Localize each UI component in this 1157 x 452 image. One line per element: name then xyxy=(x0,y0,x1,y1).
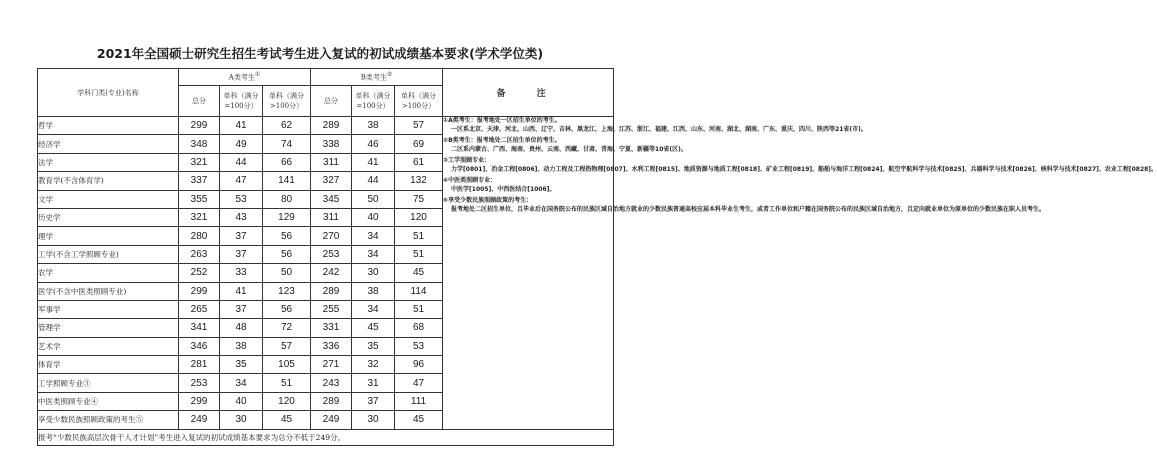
a-single2-cell: 56 xyxy=(263,245,311,263)
b-single2-cell: 69 xyxy=(395,135,443,153)
b-single2-cell: 57 xyxy=(395,117,443,135)
b-total-cell: 249 xyxy=(311,411,352,429)
subject-name: 文学 xyxy=(38,190,179,208)
a-total-cell: 280 xyxy=(179,227,220,245)
a-single2-cell: 123 xyxy=(263,282,311,300)
b-single1-cell: 30 xyxy=(352,411,395,429)
subject-name: 理学 xyxy=(38,227,179,245)
b-group-mark: ② xyxy=(386,71,393,79)
note-body: 一区系北京、天津、河北、山西、辽宁、吉林、黑龙江、上海、江苏、浙江、福建、江西、山东、河南、湖北、湖南、广东、重庆、四川、陕西等21省(市)。 xyxy=(451,125,867,133)
b-single1-cell: 37 xyxy=(352,392,395,410)
notes-header-label: 备 注 xyxy=(496,89,560,99)
a-single2-label: 单科（满分>100分） xyxy=(269,92,304,110)
subject-name: 哲学 xyxy=(38,117,179,135)
note-lead: ①A类考生：报考地处一区招生单位的考生。 xyxy=(443,117,561,124)
subject-name: 法学 xyxy=(38,153,179,171)
a-single2-cell: 120 xyxy=(263,392,311,410)
subject-name: 体育学 xyxy=(38,356,179,374)
b-single1-cell: 45 xyxy=(352,319,395,337)
a-total-cell: 263 xyxy=(179,245,220,263)
a-single2-cell: 74 xyxy=(263,135,311,153)
a-single1-header xyxy=(220,86,263,117)
a-total-cell: 346 xyxy=(179,337,220,355)
a-single1-cell: 53 xyxy=(220,190,263,208)
a-single1-cell: 34 xyxy=(220,374,263,392)
b-single2-cell: 68 xyxy=(395,319,443,337)
subject-name: 工学照顾专业③ xyxy=(38,374,179,392)
a-total-cell: 252 xyxy=(179,264,220,282)
b-group-header xyxy=(311,69,443,86)
b-single2-cell: 45 xyxy=(395,411,443,429)
a-single2-cell: 57 xyxy=(263,337,311,355)
b-single1-cell: 31 xyxy=(352,374,395,392)
subject-name: 历史学 xyxy=(38,208,179,226)
a-total-cell: 348 xyxy=(179,135,220,153)
b-total-cell: 271 xyxy=(311,356,352,374)
b-single2-cell: 120 xyxy=(395,208,443,226)
b-single1-cell: 34 xyxy=(352,227,395,245)
b-single2-cell: 61 xyxy=(395,153,443,171)
a-total-cell: 253 xyxy=(179,374,220,392)
b-total-cell: 338 xyxy=(311,135,352,153)
subject-name: 教育学(不含体育学) xyxy=(38,172,179,190)
b-single1-cell: 41 xyxy=(352,153,395,171)
notes-header xyxy=(443,69,614,117)
b-total-cell: 327 xyxy=(311,172,352,190)
a-single1-cell: 40 xyxy=(220,392,263,410)
a-total-cell: 341 xyxy=(179,319,220,337)
a-single2-cell: 80 xyxy=(263,190,311,208)
b-total-cell: 345 xyxy=(311,190,352,208)
note-item xyxy=(443,137,687,154)
b-total-cell: 253 xyxy=(311,245,352,263)
page-title: 2021年全国硕士研究生招生考试考生进入复试的初试成绩基本要求(学术学位类) xyxy=(96,46,544,61)
category-header: 学科门类(专业)名称 xyxy=(38,69,179,117)
a-single1-cell: 49 xyxy=(220,135,263,153)
a-single1-cell: 41 xyxy=(220,117,263,135)
a-single1-cell: 33 xyxy=(220,264,263,282)
a-group-header xyxy=(179,69,311,86)
note-item xyxy=(443,197,1046,214)
a-total-cell: 321 xyxy=(179,208,220,226)
b-total-cell: 289 xyxy=(311,282,352,300)
b-total-cell: 289 xyxy=(311,392,352,410)
a-single1-label: 单科（满分=100分） xyxy=(223,92,259,110)
a-single1-cell: 37 xyxy=(220,300,263,318)
b-single2-label: 单科（满分>100分） xyxy=(401,92,437,110)
a-total-cell: 337 xyxy=(179,172,220,190)
note-lead: ⑤享受少数民族照顾政策的考生： xyxy=(443,197,533,204)
b-single2-cell: 114 xyxy=(395,282,443,300)
a-total-cell: 265 xyxy=(179,300,220,318)
b-single2-cell: 96 xyxy=(395,356,443,374)
subject-name: 农学 xyxy=(38,264,179,282)
a-total-cell: 299 xyxy=(179,117,220,135)
note-body: 二区系内蒙古、广西、海南、贵州、云南、西藏、甘肃、青海、宁夏、新疆等10省(区)。 xyxy=(451,145,687,153)
a-group-mark: ① xyxy=(254,71,261,79)
b-group-label: B类考生 xyxy=(360,73,387,82)
b-total-cell: 289 xyxy=(311,117,352,135)
a-single1-cell: 41 xyxy=(220,282,263,300)
subject-name: 管理学 xyxy=(38,319,179,337)
score-table xyxy=(37,68,1157,446)
a-single2-cell: 62 xyxy=(263,117,311,135)
a-single2-cell: 105 xyxy=(263,356,311,374)
b-total-cell: 331 xyxy=(311,319,352,337)
a-single2-cell: 66 xyxy=(263,153,311,171)
b-single2-cell: 51 xyxy=(395,300,443,318)
a-single1-cell: 44 xyxy=(220,153,263,171)
note-body: 中医学[1005]、中西医结合[1006]。 xyxy=(451,185,556,193)
b-total-cell: 243 xyxy=(311,374,352,392)
b-total-cell: 242 xyxy=(311,264,352,282)
a-single1-cell: 35 xyxy=(220,356,263,374)
b-total-cell: 255 xyxy=(311,300,352,318)
note-item xyxy=(443,117,867,134)
a-single2-cell: 51 xyxy=(263,374,311,392)
a-total-cell: 299 xyxy=(179,392,220,410)
table-body xyxy=(38,117,1157,430)
notes-cell xyxy=(443,117,1157,430)
b-single1-cell: 34 xyxy=(352,300,395,318)
note-item xyxy=(443,157,1157,174)
table-footnote: 报考“少数民族高层次骨干人才计划”考生进入复试的初试成绩基本要求为总分不低于249分。 xyxy=(38,429,614,445)
subject-name: 工学(不含工学照顾专业) xyxy=(38,245,179,263)
b-single2-header xyxy=(395,86,443,117)
a-single2-cell: 45 xyxy=(263,411,311,429)
a-single2-cell: 50 xyxy=(263,264,311,282)
b-single1-cell: 35 xyxy=(352,337,395,355)
note-body: 报考地处二区招生单位，且毕业后在国务院公布的民族区域自治地方就业的少数民族普通高校应届本科毕业生考生，或者工作单位和户籍在国务院公布的民族区域自治地方，且定向就业单位为原单位的少数民族在职人员考生。 xyxy=(451,205,1046,213)
b-single2-cell: 47 xyxy=(395,374,443,392)
b-single1-cell: 34 xyxy=(352,245,395,263)
b-total-cell: 270 xyxy=(311,227,352,245)
a-single2-cell: 141 xyxy=(263,172,311,190)
b-single1-cell: 50 xyxy=(352,190,395,208)
b-single2-cell: 51 xyxy=(395,245,443,263)
a-single1-cell: 30 xyxy=(220,411,263,429)
a-single2-cell: 56 xyxy=(263,300,311,318)
note-body: 力学[0801]、冶金工程[0806]、动力工程及工程热物理[0807]、水利工程[0815]、地质资源与地质工程[0818]、矿业工程[0819]、船舶与海洋工程[0824]、航空宇航科学与技术[0825]、兵器科学与技术[0826]、核科学与技术[0827]、农业工程[0828]。 xyxy=(451,165,1157,173)
a-single2-header xyxy=(263,86,311,117)
a-total-cell: 321 xyxy=(179,153,220,171)
a-total-cell: 299 xyxy=(179,282,220,300)
b-total-cell: 336 xyxy=(311,337,352,355)
a-total-cell: 355 xyxy=(179,190,220,208)
b-total-header: 总分 xyxy=(311,86,352,117)
table-row xyxy=(38,117,614,135)
note-lead: ④中医类照顾专业： xyxy=(443,177,497,184)
b-single1-header xyxy=(352,86,395,117)
subject-name: 艺术学 xyxy=(38,337,179,355)
a-single1-cell: 37 xyxy=(220,245,263,263)
a-single2-cell: 129 xyxy=(263,208,311,226)
a-single1-cell: 43 xyxy=(220,208,263,226)
subject-name: 医学(不含中医类照顾专业) xyxy=(38,282,179,300)
a-single2-cell: 56 xyxy=(263,227,311,245)
a-total-cell: 281 xyxy=(179,356,220,374)
a-single1-cell: 37 xyxy=(220,227,263,245)
a-single2-cell: 72 xyxy=(263,319,311,337)
note-item xyxy=(443,177,613,194)
subject-name: 享受少数民族照顾政策的考生⑤ xyxy=(38,411,179,429)
b-single2-cell: 75 xyxy=(395,190,443,208)
b-single2-cell: 45 xyxy=(395,264,443,282)
a-single1-cell: 47 xyxy=(220,172,263,190)
a-total-cell: 249 xyxy=(179,411,220,429)
b-single1-cell: 30 xyxy=(352,264,395,282)
b-single2-cell: 51 xyxy=(395,227,443,245)
b-single1-cell: 38 xyxy=(352,282,395,300)
b-single2-cell: 132 xyxy=(395,172,443,190)
a-single1-cell: 38 xyxy=(220,337,263,355)
a-total-header: 总分 xyxy=(179,86,220,117)
subject-name: 中医类照顾专业④ xyxy=(38,392,179,410)
note-lead: ③工学照顾专业： xyxy=(443,157,491,164)
note-lead: ②B类考生：报考地处二区招生单位的考生。 xyxy=(443,137,561,144)
a-single1-cell: 48 xyxy=(220,319,263,337)
a-group-label: A类考生 xyxy=(228,73,255,82)
b-single1-cell: 32 xyxy=(352,356,395,374)
b-single1-label: 单科（满分=100分） xyxy=(355,92,391,110)
b-single2-cell: 111 xyxy=(395,392,443,410)
b-single1-cell: 46 xyxy=(352,135,395,153)
b-single1-cell: 40 xyxy=(352,208,395,226)
b-total-cell: 311 xyxy=(311,153,352,171)
b-single1-cell: 38 xyxy=(352,117,395,135)
b-total-cell: 311 xyxy=(311,208,352,226)
subject-name: 军事学 xyxy=(38,300,179,318)
b-single1-cell: 44 xyxy=(352,172,395,190)
b-single2-cell: 53 xyxy=(395,337,443,355)
subject-name: 经济学 xyxy=(38,135,179,153)
